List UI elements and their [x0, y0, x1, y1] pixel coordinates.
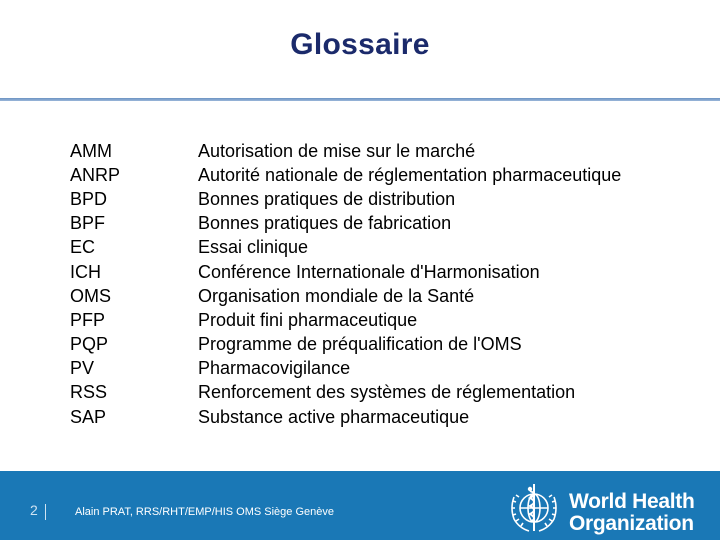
- glossary-abbr: ICH: [70, 261, 101, 282]
- glossary-definition: Conférence Internationale d'Harmonisation: [198, 261, 540, 282]
- glossary-abbr: PV: [70, 358, 95, 379]
- glossary-abbr: BPF: [70, 213, 106, 234]
- glossary-row: [70, 357, 621, 381]
- glossary-definition: Substance active pharmaceutique: [198, 406, 470, 427]
- glossary-abbr: OMS: [70, 285, 112, 306]
- glossary-abbr: RSS: [70, 382, 108, 403]
- who-wordmark: [569, 491, 695, 535]
- glossary-row: [70, 163, 621, 187]
- glossary-definition: Renforcement des systèmes de réglementation: [198, 382, 576, 403]
- glossary-row: [70, 405, 621, 429]
- glossary-abbr: BPD: [70, 188, 108, 209]
- glossary-row: [70, 236, 621, 260]
- glossary-abbr: EC: [70, 237, 96, 258]
- title-divider: [0, 98, 720, 101]
- glossary-row: [70, 308, 621, 332]
- glossary-definition: Autorité nationale de réglementation pharmaceutique: [198, 164, 622, 185]
- logo-line-1: World Health: [569, 490, 695, 513]
- who-logo: [505, 481, 705, 535]
- logo-line-2: Organization: [569, 512, 694, 535]
- glossary-list: [70, 139, 621, 429]
- glossary-definition: Essai clinique: [198, 237, 309, 258]
- glossary-row: [70, 212, 621, 236]
- glossary-row: [70, 284, 621, 308]
- page-number-divider: [45, 504, 46, 520]
- glossary-definition: Produit fini pharmaceutique: [198, 309, 418, 330]
- glossary-abbr: SAP: [70, 406, 107, 427]
- glossary-abbr: ANRP: [70, 164, 121, 185]
- glossary-definition: Autorisation de mise sur le marché: [198, 140, 476, 161]
- glossary-abbr: AMM: [70, 140, 112, 161]
- footer-bar: [0, 471, 720, 540]
- glossary-definition: Programme de préqualification de l'OMS: [198, 334, 522, 355]
- page-number: 2: [30, 502, 38, 518]
- glossary-row: [70, 381, 621, 405]
- glossary-row: [70, 187, 621, 211]
- glossary-row: [70, 333, 621, 357]
- glossary-abbr: PFP: [70, 309, 106, 330]
- slide-title: Glossaire: [290, 28, 430, 61]
- glossary-definition: Pharmacovigilance: [198, 358, 351, 379]
- glossary-row: [70, 139, 621, 163]
- glossary-definition: Bonnes pratiques de fabrication: [198, 213, 452, 234]
- glossary-definition: Bonnes pratiques de distribution: [198, 188, 456, 209]
- who-emblem-icon: [505, 481, 563, 535]
- glossary-abbr: PQP: [70, 334, 109, 355]
- glossary-row: [70, 260, 621, 284]
- glossary-definition: Organisation mondiale de la Santé: [198, 285, 475, 306]
- footer-author: Alain PRAT, RRS/RHT/EMP/HIS OMS Siège Genève: [75, 506, 334, 518]
